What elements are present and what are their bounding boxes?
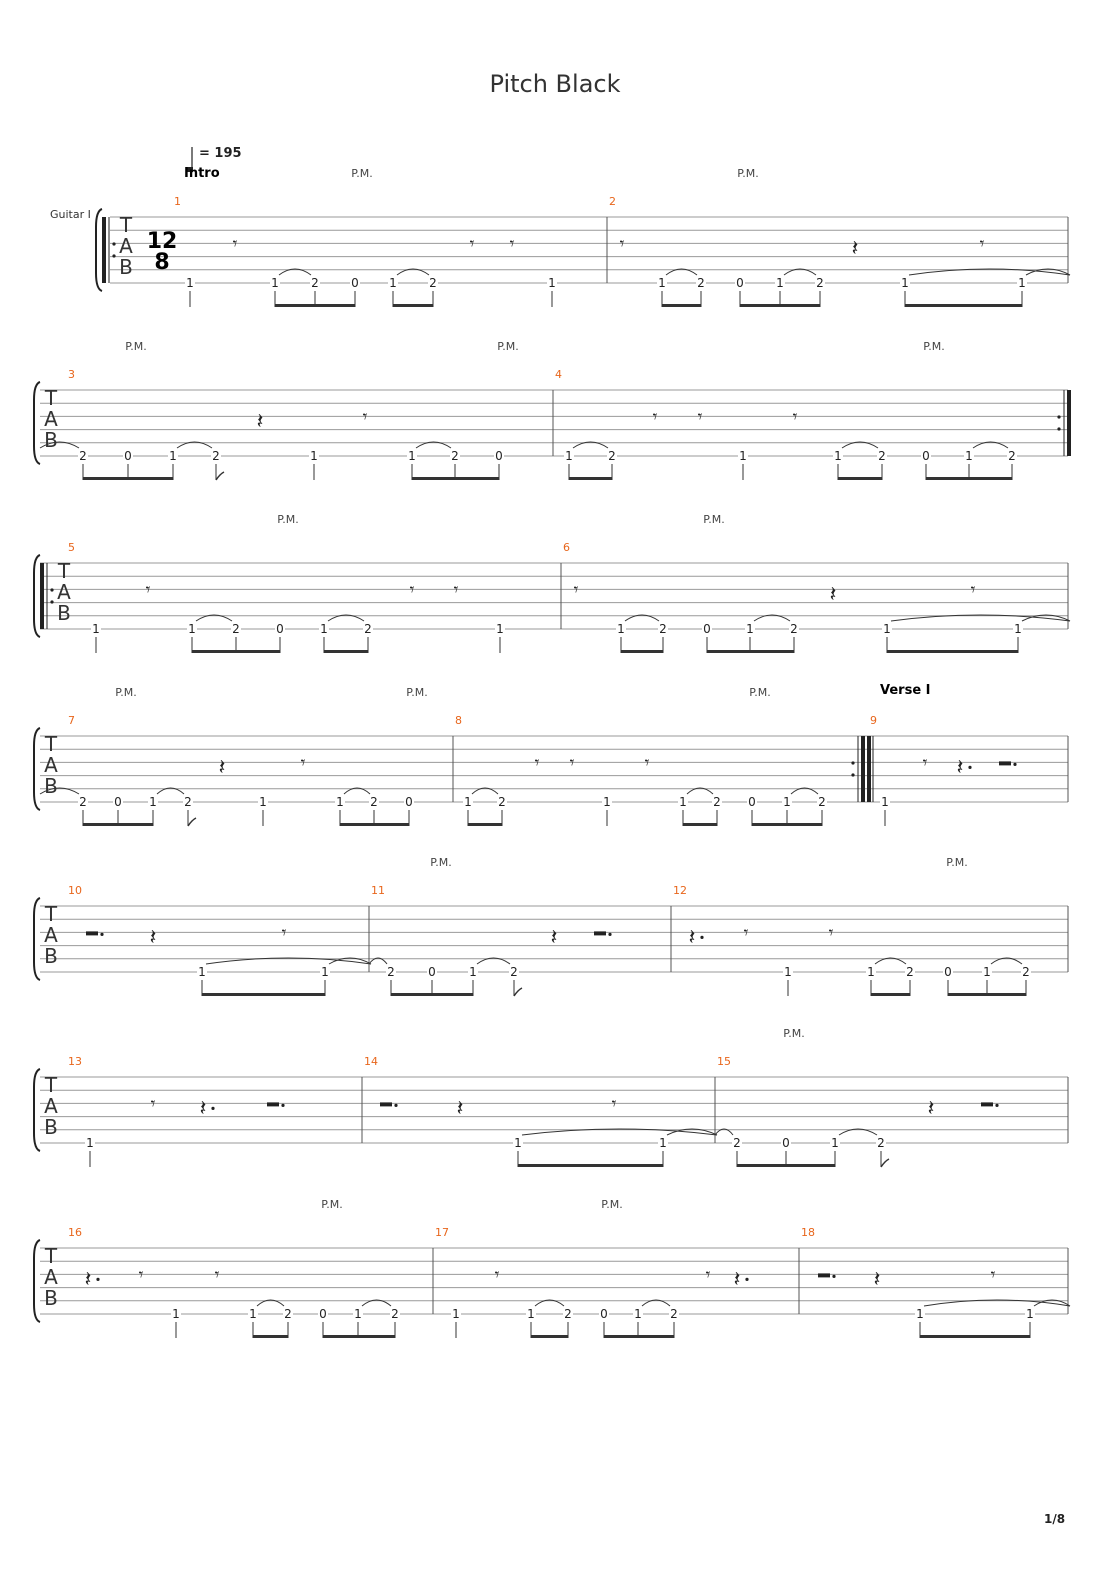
fret-number: 2: [733, 1136, 741, 1150]
system-brace: [34, 555, 40, 637]
fret-number: 1: [514, 1136, 522, 1150]
quarter-rest: 𝄽: [256, 409, 264, 435]
quarter-rest: 𝄽: [956, 755, 964, 781]
beam: [604, 1335, 674, 1338]
fret-number: 2: [510, 965, 518, 979]
measure-number: 12: [673, 884, 687, 897]
fret-number: 2: [818, 795, 826, 809]
quarter-rest: 𝄽: [733, 1267, 741, 1293]
half-rest: [86, 931, 98, 935]
repeat-end-thick-bar: [861, 736, 865, 802]
fret-number: 1: [867, 965, 875, 979]
fret-number: 1: [469, 965, 477, 979]
fret-number: 1: [527, 1307, 535, 1321]
measure-number: 1: [174, 195, 181, 208]
measure-number: 4: [555, 368, 562, 381]
fret-number: 0: [703, 622, 711, 636]
beam: [871, 993, 910, 996]
fret-number: 1: [634, 1307, 642, 1321]
eighth-rest: 𝄾: [569, 752, 575, 774]
note-flag: [881, 1159, 889, 1167]
tab-clef-letter: B: [44, 428, 58, 452]
palm-mute-mark: P.M.: [115, 686, 137, 699]
repeat-dot: [112, 242, 115, 245]
repeat-dot: [50, 600, 53, 603]
fret-number: 1: [186, 276, 194, 290]
tab-clef-letter: T: [57, 559, 71, 583]
eighth-rest: 𝄾: [979, 233, 985, 255]
beam: [621, 650, 663, 653]
quarter-rest: 𝄽: [550, 925, 558, 951]
half-rest: [380, 1102, 392, 1106]
repeat-start-thick-bar: [867, 736, 871, 802]
fret-number: 2: [364, 622, 372, 636]
eighth-rest: 𝄾: [281, 922, 287, 944]
eighth-rest: 𝄾: [705, 1264, 711, 1286]
fret-number: 0: [748, 795, 756, 809]
beam: [253, 1335, 288, 1338]
eighth-rest: 𝄾: [300, 752, 306, 774]
measure-number: 11: [371, 884, 385, 897]
fret-number: 1: [310, 449, 318, 463]
system-brace: [34, 898, 40, 980]
half-rest: [999, 761, 1011, 765]
system-brace: [34, 1069, 40, 1151]
fret-number: 2: [391, 1307, 399, 1321]
rest-dot: [995, 1104, 998, 1107]
system-brace: [34, 1240, 40, 1322]
tab-clef-letter: T: [119, 213, 133, 237]
fret-number: 2: [713, 795, 721, 809]
eighth-rest: 𝄾: [494, 1264, 500, 1286]
repeat-dot: [851, 773, 854, 776]
system-brace: [96, 209, 102, 291]
palm-mute-mark: P.M.: [737, 167, 759, 180]
fret-number: 2: [370, 795, 378, 809]
fret-number: 2: [608, 449, 616, 463]
repeat-dot: [851, 761, 854, 764]
time-signature-top: 12: [146, 229, 178, 254]
fret-number: 2: [670, 1307, 678, 1321]
fret-number: 1: [1026, 1307, 1034, 1321]
fret-number: 0: [114, 795, 122, 809]
fret-number: 0: [428, 965, 436, 979]
eighth-rest: 𝄾: [922, 752, 928, 774]
quarter-rest: 𝄽: [149, 925, 157, 951]
fret-number: 1: [321, 965, 329, 979]
fret-number: 1: [659, 1136, 667, 1150]
repeat-start-thick-bar: [40, 563, 44, 629]
rest-dot: [96, 1278, 99, 1281]
palm-mute-mark: P.M.: [601, 1198, 623, 1211]
beam: [412, 477, 499, 480]
repeat-dot: [112, 254, 115, 257]
rest-dot: [1013, 763, 1016, 766]
fret-number: 0: [782, 1136, 790, 1150]
fret-number: 1: [916, 1307, 924, 1321]
fret-number: 2: [1022, 965, 1030, 979]
eighth-rest: 𝄾: [619, 233, 625, 255]
eighth-rest: 𝄾: [611, 1093, 617, 1115]
eighth-rest: 𝄾: [362, 406, 368, 428]
fret-number: 1: [86, 1136, 94, 1150]
fret-number: 2: [311, 276, 319, 290]
fret-number: 0: [495, 449, 503, 463]
beam: [926, 477, 1012, 480]
repeat-end-thick-bar: [1067, 390, 1071, 456]
eighth-rest: 𝄾: [990, 1264, 996, 1286]
fret-number: 2: [816, 276, 824, 290]
fret-number: 1: [834, 449, 842, 463]
beam: [340, 823, 409, 826]
fret-number: 1: [496, 622, 504, 636]
palm-mute-mark: P.M.: [277, 513, 299, 526]
half-rest: [981, 1102, 993, 1106]
beam: [737, 1164, 835, 1167]
fret-number: 2: [184, 795, 192, 809]
beam: [202, 993, 325, 996]
fret-number: 2: [878, 449, 886, 463]
beam: [83, 477, 173, 480]
eighth-rest: 𝄾: [138, 1264, 144, 1286]
half-rest: [267, 1102, 279, 1106]
fret-number: 1: [739, 449, 747, 463]
fret-number: 0: [351, 276, 359, 290]
fret-number: 1: [320, 622, 328, 636]
fret-number: 1: [389, 276, 397, 290]
beam: [683, 823, 717, 826]
beam: [662, 304, 701, 307]
beam: [707, 650, 794, 653]
quarter-rest: 𝄽: [84, 1267, 92, 1293]
eighth-rest: 𝄾: [792, 406, 798, 428]
palm-mute-mark: P.M.: [125, 340, 147, 353]
quarter-rest: 𝄽: [829, 582, 837, 608]
eighth-rest: 𝄾: [409, 579, 415, 601]
score-title: Pitch Black: [489, 70, 621, 98]
fret-number: 2: [659, 622, 667, 636]
fret-number: 1: [1018, 276, 1026, 290]
fret-number: 1: [783, 795, 791, 809]
beam: [323, 1335, 395, 1338]
tab-clef-letter: B: [119, 255, 133, 279]
fret-number: 1: [548, 276, 556, 290]
half-rest: [594, 931, 606, 935]
beam: [740, 304, 820, 307]
fret-number: 1: [169, 449, 177, 463]
rest-dot: [281, 1104, 284, 1107]
eighth-rest: 𝄾: [573, 579, 579, 601]
beam: [531, 1335, 568, 1338]
measure-number: 6: [563, 541, 570, 554]
eighth-rest: 𝄾: [150, 1093, 156, 1115]
system-brace: [34, 382, 40, 464]
fret-number: 0: [405, 795, 413, 809]
palm-mute-mark: P.M.: [351, 167, 373, 180]
rest-dot: [608, 933, 611, 936]
beam: [518, 1164, 663, 1167]
note-flag: [188, 818, 196, 826]
fret-number: 0: [124, 449, 132, 463]
half-rest: [818, 1273, 830, 1277]
fret-number: 0: [736, 276, 744, 290]
fret-number: 2: [429, 276, 437, 290]
fret-number: 2: [1008, 449, 1016, 463]
repeat-dot: [1057, 427, 1060, 430]
palm-mute-mark: P.M.: [749, 686, 771, 699]
tab-clef-letter: T: [44, 1244, 58, 1268]
beam: [905, 304, 1022, 307]
fret-number: 1: [271, 276, 279, 290]
rest-dot: [968, 766, 971, 769]
rest-dot: [700, 936, 703, 939]
tab-clef-letter: B: [44, 1286, 58, 1310]
measure-number: 9: [870, 714, 877, 727]
palm-mute-mark: P.M.: [923, 340, 945, 353]
fret-number: 1: [565, 449, 573, 463]
fret-number: 1: [883, 622, 891, 636]
fret-number: 2: [79, 449, 87, 463]
fret-number: 2: [387, 965, 395, 979]
eighth-rest: 𝄾: [828, 922, 834, 944]
quarter-rest: 𝄽: [873, 1267, 881, 1293]
rest-dot: [211, 1107, 214, 1110]
tab-clef-letter: T: [44, 732, 58, 756]
eighth-rest: 𝄾: [453, 579, 459, 601]
tab-clef-letter: A: [44, 923, 58, 947]
palm-mute-mark: P.M.: [946, 856, 968, 869]
eighth-rest: 𝄾: [743, 922, 749, 944]
measure-number: 10: [68, 884, 82, 897]
fret-number: 2: [790, 622, 798, 636]
fret-number: 1: [336, 795, 344, 809]
measure-number: 3: [68, 368, 75, 381]
fret-number: 1: [249, 1307, 257, 1321]
fret-number: 1: [172, 1307, 180, 1321]
fret-number: 0: [276, 622, 284, 636]
fret-number: 2: [284, 1307, 292, 1321]
palm-mute-mark: P.M.: [321, 1198, 343, 1211]
rest-dot: [100, 933, 103, 936]
fret-number: 2: [498, 795, 506, 809]
fret-number: 0: [922, 449, 930, 463]
tempo-marking: = 195: [199, 146, 242, 161]
tab-clef-letter: A: [44, 407, 58, 431]
tab-clef-letter: A: [57, 580, 71, 604]
eighth-rest: 𝄾: [697, 406, 703, 428]
section-label: Verse I: [880, 683, 931, 698]
palm-mute-mark: P.M.: [406, 686, 428, 699]
beam: [752, 823, 822, 826]
fret-number: 2: [79, 795, 87, 809]
quarter-rest: 𝄽: [456, 1096, 464, 1122]
eighth-rest: 𝄾: [509, 233, 515, 255]
section-label: Intro: [184, 166, 220, 181]
fret-number: 1: [354, 1307, 362, 1321]
fret-number: 2: [564, 1307, 572, 1321]
beam: [838, 477, 882, 480]
tab-clef-letter: B: [44, 944, 58, 968]
quarter-rest: 𝄽: [927, 1096, 935, 1122]
eighth-rest: 𝄾: [534, 752, 540, 774]
fret-number: 1: [408, 449, 416, 463]
measure-number: 17: [435, 1226, 449, 1239]
measure-number: 16: [68, 1226, 82, 1239]
fret-number: 1: [259, 795, 267, 809]
palm-mute-mark: P.M.: [430, 856, 452, 869]
tab-clef-letter: A: [44, 1265, 58, 1289]
tab-clef-letter: T: [44, 1073, 58, 1097]
eighth-rest: 𝄾: [232, 233, 238, 255]
note-flag: [514, 988, 522, 996]
fret-number: 1: [746, 622, 754, 636]
eighth-rest: 𝄾: [644, 752, 650, 774]
note-flag: [216, 472, 224, 480]
fret-number: 1: [464, 795, 472, 809]
beam: [569, 477, 612, 480]
beam: [83, 823, 153, 826]
eighth-rest: 𝄾: [652, 406, 658, 428]
repeat-dot: [1057, 415, 1060, 418]
tab-clef-letter: T: [44, 902, 58, 926]
fret-number: 1: [149, 795, 157, 809]
system-brace: [34, 728, 40, 810]
beam: [192, 650, 280, 653]
fret-number: 2: [451, 449, 459, 463]
measure-number: 18: [801, 1226, 815, 1239]
palm-mute-mark: P.M.: [783, 1027, 805, 1040]
tab-clef-letter: A: [119, 234, 133, 258]
fret-number: 1: [603, 795, 611, 809]
tab-clef-letter: A: [44, 753, 58, 777]
fret-number: 1: [92, 622, 100, 636]
fret-number: 1: [901, 276, 909, 290]
measure-number: 8: [455, 714, 462, 727]
fret-number: 1: [1014, 622, 1022, 636]
beam: [948, 993, 1026, 996]
fret-number: 2: [877, 1136, 885, 1150]
instrument-label: Guitar I: [50, 208, 91, 221]
fret-number: 1: [452, 1307, 460, 1321]
measure-number: 13: [68, 1055, 82, 1068]
fret-number: 0: [944, 965, 952, 979]
rest-dot: [745, 1278, 748, 1281]
rest-dot: [394, 1104, 397, 1107]
fret-number: 2: [906, 965, 914, 979]
measure-number: 7: [68, 714, 75, 727]
eighth-rest: 𝄾: [214, 1264, 220, 1286]
measure-number: 2: [609, 195, 616, 208]
measure-number: 14: [364, 1055, 378, 1068]
fret-number: 1: [679, 795, 687, 809]
eighth-rest: 𝄾: [469, 233, 475, 255]
tab-clef-letter: B: [44, 774, 58, 798]
quarter-rest: 𝄽: [851, 236, 859, 262]
fret-number: 1: [776, 276, 784, 290]
beam: [887, 650, 1018, 653]
fret-number: 2: [232, 622, 240, 636]
fret-number: 2: [212, 449, 220, 463]
beam: [275, 304, 355, 307]
tab-clef-letter: B: [44, 1115, 58, 1139]
fret-number: 0: [600, 1307, 608, 1321]
tab-clef-letter: T: [44, 386, 58, 410]
beam: [393, 304, 433, 307]
tab-clef-letter: A: [44, 1094, 58, 1118]
time-signature-bottom: 8: [154, 250, 170, 275]
fret-number: 1: [617, 622, 625, 636]
fret-number: 1: [881, 795, 889, 809]
fret-number: 1: [983, 965, 991, 979]
fret-number: 0: [319, 1307, 327, 1321]
beam: [468, 823, 502, 826]
fret-number: 1: [188, 622, 196, 636]
quarter-rest: 𝄽: [199, 1096, 207, 1122]
quarter-rest: 𝄽: [688, 925, 696, 951]
tab-clef-letter: B: [57, 601, 71, 625]
repeat-start-thick-bar: [102, 217, 106, 283]
fret-number: 1: [831, 1136, 839, 1150]
measure-number: 15: [717, 1055, 731, 1068]
beam: [324, 650, 368, 653]
repeat-dot: [50, 588, 53, 591]
fret-number: 1: [198, 965, 206, 979]
quarter-rest: 𝄽: [218, 755, 226, 781]
eighth-rest: 𝄾: [145, 579, 151, 601]
eighth-rest: 𝄾: [970, 579, 976, 601]
beam: [391, 993, 473, 996]
beam: [920, 1335, 1030, 1338]
measure-number: 5: [68, 541, 75, 554]
fret-number: 2: [697, 276, 705, 290]
rest-dot: [832, 1275, 835, 1278]
palm-mute-mark: P.M.: [497, 340, 519, 353]
fret-number: 1: [965, 449, 973, 463]
fret-number: 1: [658, 276, 666, 290]
fret-number: 1: [784, 965, 792, 979]
page-number: 1/8: [1044, 1512, 1066, 1526]
palm-mute-mark: P.M.: [703, 513, 725, 526]
